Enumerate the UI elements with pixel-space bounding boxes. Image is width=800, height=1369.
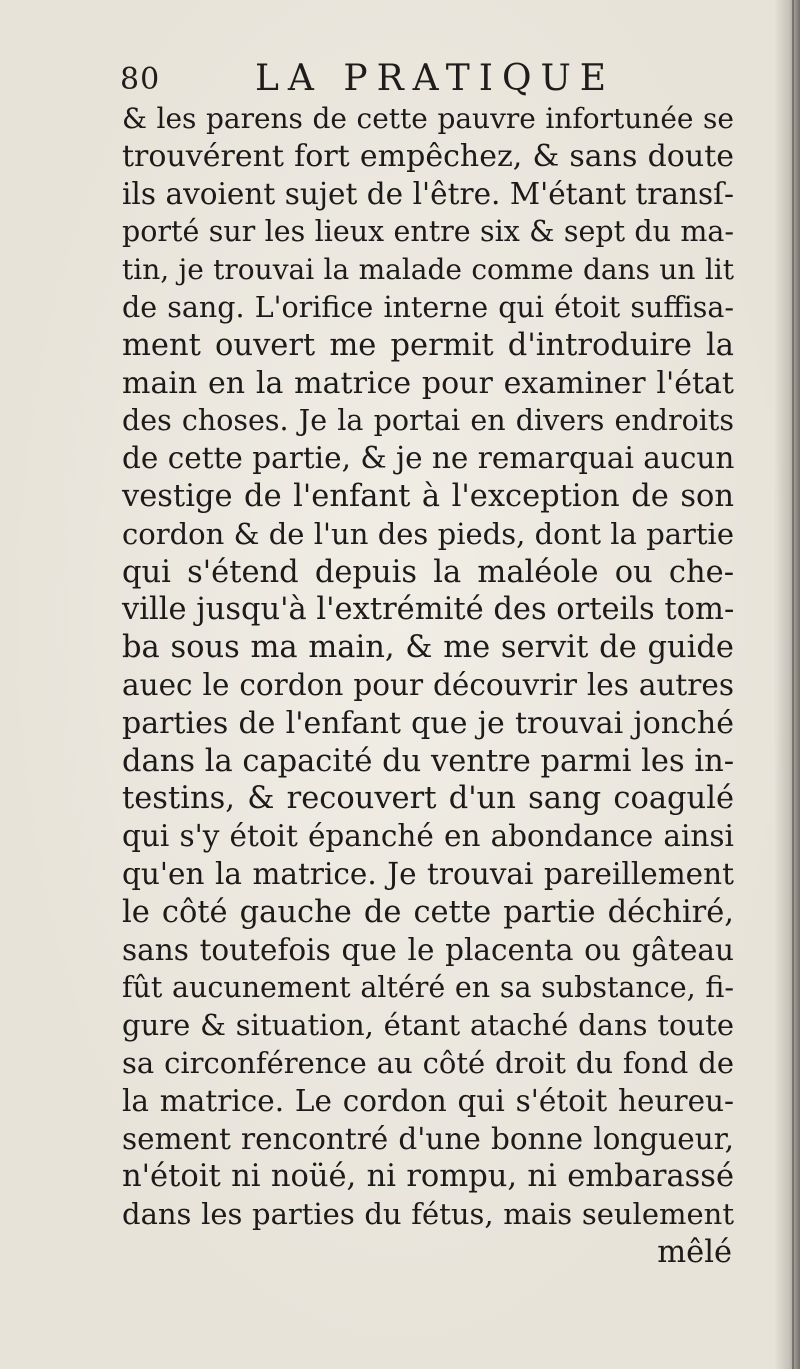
text-line: dans les parties du fétus, mais seulement (122, 1197, 734, 1232)
page-header (120, 58, 740, 102)
text-line: auec le cordon pour découvrir les autres (122, 667, 734, 702)
text-line: porté sur les lieux entre six & sept du ma- (122, 215, 734, 249)
running-title: LA PRATIQUE (255, 58, 616, 99)
text-line: tin, je trouvai la malade comme dans un lit (122, 253, 734, 287)
text-line: de sang. L'orifice interne qui étoit suffisa- (122, 290, 734, 324)
text-line: de cette partie, & je ne remarquai aucun (122, 441, 735, 476)
text-line: qu'en la matrice. Je trouvai pareillement (122, 856, 734, 891)
page-gutter-shadow (774, 0, 800, 1369)
text-line: des choses. Je la portai en divers endroits (122, 404, 734, 438)
text-line: dans la capacité du ventre parmi les in- (122, 743, 735, 779)
text-line: trouvérent fort empêchez, & sans doute (122, 138, 734, 174)
text-line: main en la matrice pour examiner l'état (122, 365, 734, 401)
text-line: qui s'y étoit épanché en abondance ainsi (122, 819, 734, 854)
text-line: cordon & de l'un des pieds, dont la partie (122, 516, 734, 551)
text-line: fût aucunement altéré en sa substance, fi- (122, 971, 734, 1005)
text-line: sement rencontré d'une bonne longueur, (122, 1121, 734, 1156)
text-line: gure & situation, étant ataché dans toute (122, 1008, 734, 1043)
text-line: la matrice. Le cordon qui s'étoit heureu- (122, 1083, 734, 1118)
text-line: le côté gauche de cette partie déchiré, (122, 894, 734, 930)
text-line: sans toutefois que le placenta ou gâteau (122, 932, 734, 967)
body-text (122, 100, 734, 1272)
text-line: ba sous ma main, & me servit de guide (122, 630, 734, 666)
text-line: ils avoient sujet de l'être. M'étant transſ- (122, 176, 734, 211)
page-edge (792, 0, 794, 1369)
text-line: parties de l'enfant que je trouvai jonché (122, 705, 734, 741)
page-number: 80 (120, 62, 161, 97)
text-line: n'étoit ni noüé, ni rompu, ni embarassé (122, 1159, 734, 1195)
text-line: testins, & recouvert d'un sang coagulé (122, 781, 734, 817)
text-line: sa circonférence au côté droit du fond de (122, 1045, 734, 1080)
text-line: ville jusqu'à l'extrémité des orteils tom- (122, 592, 735, 628)
text-line: vestige de l'enfant à l'exception de son (122, 478, 734, 514)
catchword: mêlé (657, 1234, 732, 1270)
text-line: qui s'étend depuis la maléole ou che- (122, 554, 734, 590)
text-line: ment ouvert me permit d'introduire la (122, 327, 734, 363)
text-line: & les parens de cette pauvre infortunée se (122, 102, 734, 135)
